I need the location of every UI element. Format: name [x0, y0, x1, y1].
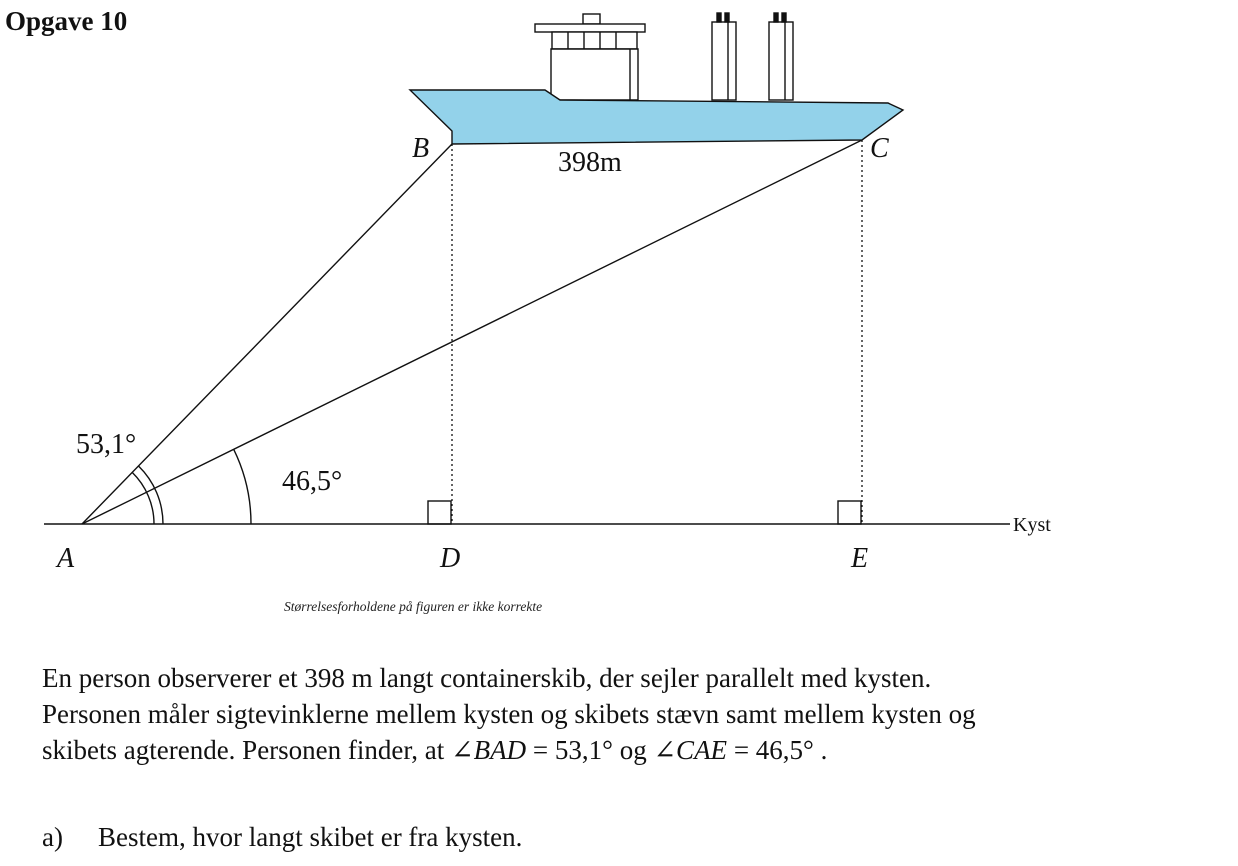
question-a	[42, 822, 522, 853]
text-segment: og	[612, 735, 654, 765]
question-number: a)	[42, 822, 63, 852]
text-segment: skibets agterende. Personen finder, at	[42, 735, 452, 765]
problem-text	[42, 660, 1232, 768]
angle-bad-expression: ∠BAD	[451, 735, 527, 765]
coast-label: Kyst	[1013, 514, 1051, 536]
angle-cae-label: 46,5°	[282, 466, 343, 497]
text-segment: .	[813, 735, 828, 765]
point-label-a: A	[57, 543, 75, 574]
ship-hull	[410, 90, 903, 144]
problem-line: Personen måler sigtevinklerne mellem kysten og skibets stævn samt mellem kysten og	[42, 699, 976, 729]
problem-line: En person observerer et 398 m langt containerskib, der sejler parallelt med kysten.	[42, 663, 932, 693]
ship-funnel	[712, 13, 736, 100]
point-label-e: E	[851, 543, 869, 574]
angle-cae-expression: ∠CAE	[653, 735, 728, 765]
ship-bridge	[535, 14, 645, 100]
sight-line-ab	[82, 144, 452, 524]
point-label-c: C	[870, 133, 889, 164]
ship-length-label: 398m	[558, 147, 622, 178]
right-angle-marker-d	[428, 501, 451, 524]
ship-funnel	[769, 13, 793, 100]
point-label-d: D	[440, 543, 461, 574]
task-heading: Opgave 10	[5, 6, 128, 36]
right-angle-marker-e	[838, 501, 861, 524]
angle-cae-value: = 46,5°	[727, 735, 814, 765]
problem-line	[42, 732, 1232, 768]
angle-bad-value: = 53,1°	[526, 735, 613, 765]
sight-line-ac	[82, 140, 862, 524]
question-text: Bestem, hvor langt skibet er fra kysten.	[98, 822, 523, 852]
angle-arc-cae	[234, 450, 251, 524]
figure-caption: Størrelsesforholdene på figuren er ikke korrekte	[284, 599, 543, 614]
point-label-b: B	[412, 133, 430, 164]
angle-bad-label: 53,1°	[76, 429, 137, 460]
